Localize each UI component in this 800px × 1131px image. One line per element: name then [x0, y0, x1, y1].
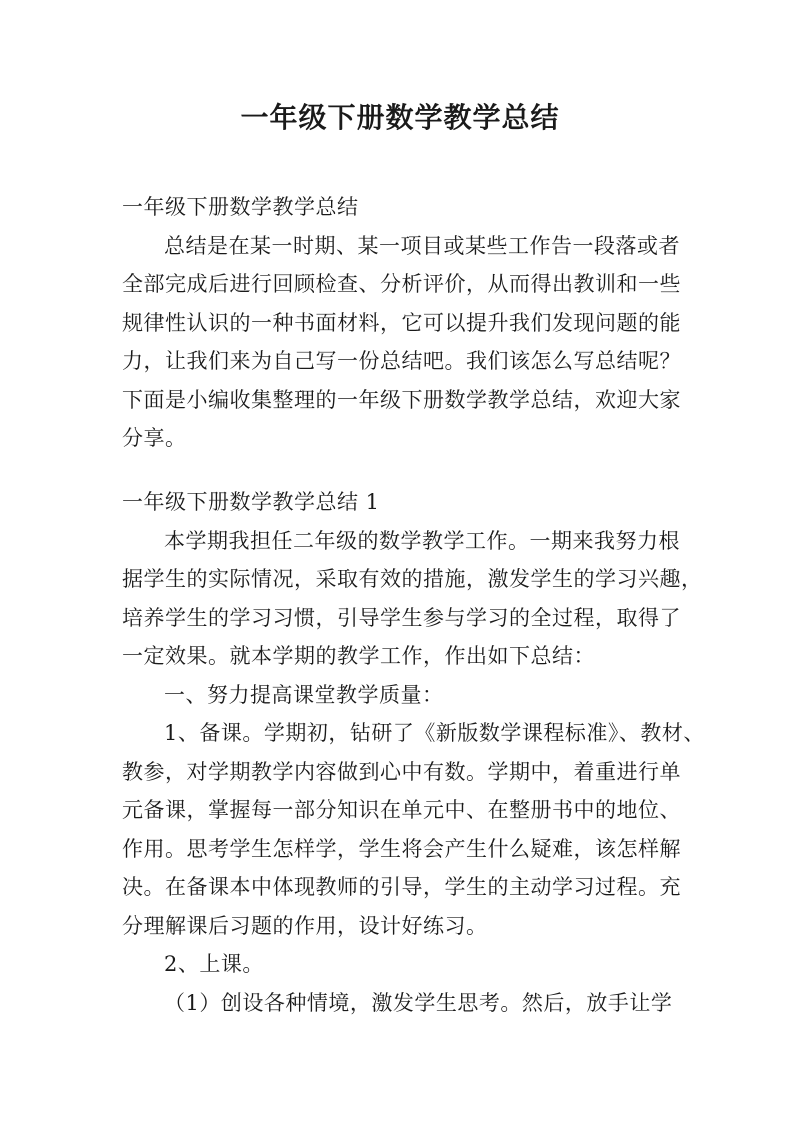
intro-line: 规律性认识的一种书面材料，它可以提升我们发现问题的能 [122, 310, 681, 335]
section-1-heading: 一年级下册数学教学总结 1 [122, 490, 380, 514]
intro-block [122, 188, 692, 458]
section-1-block [122, 483, 705, 1022]
intro-line: 全部完成后进行回顾检查、分析评价，从而得出教训和一些 [122, 272, 681, 296]
intro-heading: 一年级下册数学教学总结 [122, 195, 359, 219]
item-lesson-prep-line: 教参，对学期教学内容做到心中有数。学期中，着重进行单 [122, 759, 681, 784]
section-1-line: 本学期我担任二年级的数学教学工作。一期来我努力根 [164, 528, 680, 553]
item-class-sub-1: （1）创设各种情境，激发学生思考。然后，放手让学 [164, 990, 673, 1015]
section-1-line: 据学生的实际情况，采取有效的措施，激发学生的学习兴趣， [122, 567, 703, 591]
item-lesson-prep-line: 作用。思考学生怎样学，学生将会产生什么疑难，该怎样解 [122, 836, 681, 861]
document-title: 一年级下册数学教学总结 [240, 101, 560, 134]
subheading-improve-teaching: 一、努力提高课堂教学质量： [164, 682, 444, 707]
intro-line: 力，让我们来为自己写一份总结吧。我们该怎么写总结呢？ [122, 349, 681, 373]
item-lesson-prep-line: 决。在备课本中体现教师的引导，学生的主动学习过程。充 [122, 875, 681, 899]
item-class-heading: 2、上课。 [164, 952, 264, 976]
item-lesson-prep-line: 1、备课。学期初，钻研了《新版数学课程标准》、教材、 [164, 721, 705, 745]
intro-line: 分享。 [122, 426, 187, 450]
section-1-line: 培养学生的学习习惯，引导学生参与学习的全过程，取得了 [122, 605, 681, 630]
intro-line: 下面是小编收集整理的一年级下册数学教学总结，欢迎大家 [122, 387, 681, 412]
intro-line: 总结是在某一时期、某一项目或某些工作告一段落或者 [164, 233, 680, 258]
item-lesson-prep-line: 分理解课后习题的作用，设计好练习。 [122, 913, 488, 938]
section-1-line: 一定效果。就本学期的教学工作，作出如下总结： [122, 644, 595, 668]
item-lesson-prep-line: 元备课，掌握每一部分知识在单元中、在整册书中的地位、 [122, 798, 681, 822]
